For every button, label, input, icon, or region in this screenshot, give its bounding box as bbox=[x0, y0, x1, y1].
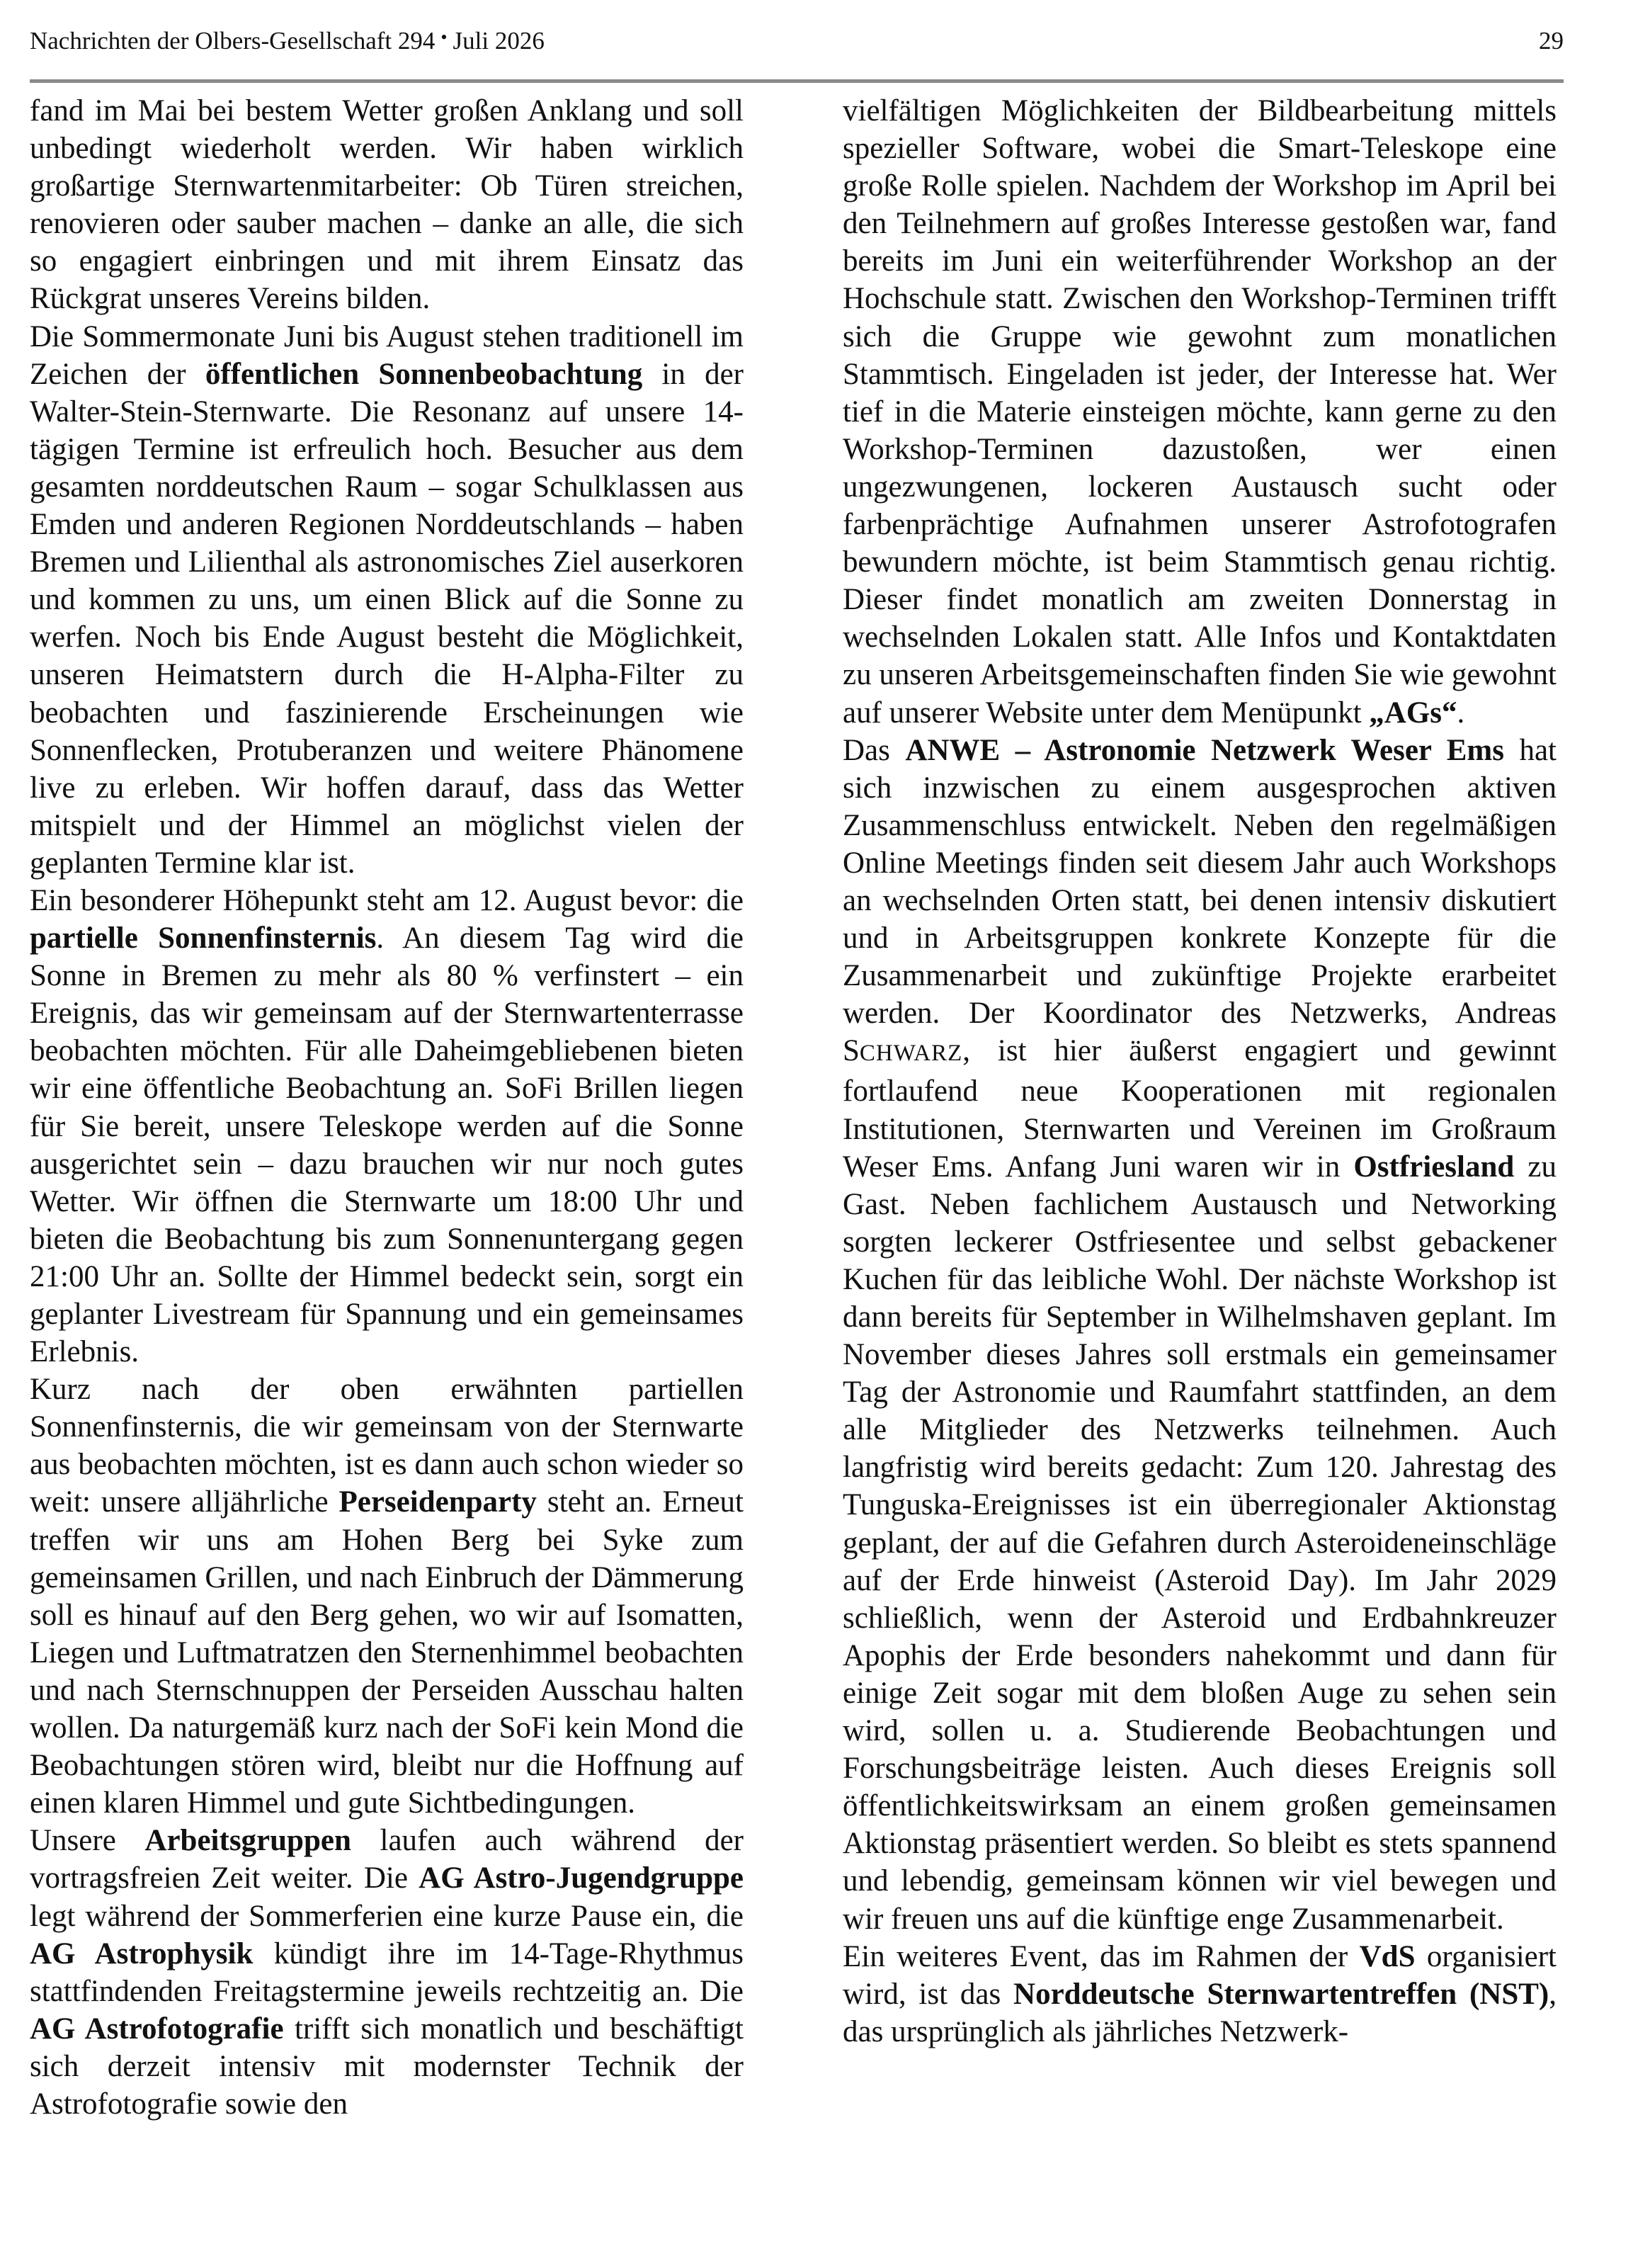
left-column bbox=[30, 92, 744, 2123]
bold-term: Perseidenparty bbox=[338, 1485, 537, 1519]
page-number: 29 bbox=[1539, 27, 1564, 55]
text: Die Sommermonate Juni bis August stehen traditionell im Zeichen der bbox=[30, 319, 744, 391]
text: hat sich inzwischen zu einem ausgesprochen aktiven Zusammenschluss entwickelt. Neben den regelmäßigen Online Meetings finden seit diesem Jahr auch Workshops an wechselnden Orten statt, bei denen intensiv diskutiert und in Arbeitsgruppen konkrete Konzepte für die Zusammenarbeit und zukünftige Projekte erarbeitet werden. Der Koordinator des Netzwerks, Andreas bbox=[843, 733, 1557, 1031]
text: laufen auch während der vortragsfreien Zeit weiter. Die bbox=[30, 1824, 744, 1895]
bold-term: ANWE – Astronomie Netzwerk Weser Ems bbox=[905, 733, 1504, 767]
issue-date: Juli 2026 bbox=[453, 27, 545, 55]
paragraph-nst bbox=[843, 1938, 1557, 2051]
text: Das bbox=[843, 733, 906, 767]
paragraph-anwe bbox=[843, 732, 1557, 1938]
paragraph-sonnenfinsternis bbox=[30, 882, 744, 1371]
journal-name: Nachrichten der Olbers-Gesellschaft 294 bbox=[30, 27, 436, 55]
text: zu Gast. Neben fachlichem Austausch und Networking sorgten leckerer Ostfriesentee und selbst gebackener Kuchen für das leibliche Wohl. Der nächste Workshop ist dann bereits für September in Wilhelmshaven geplant. Im November dieses Jahres soll erstmals ein gemeinsamer Tag der Astronomie und Raumfahrt stattfinden, an dem alle Mitglieder des Netzwerks teilnehmen. Auch langfristig wird bereits gedacht: Zum 120. Jahrestag des Tunguska-Ereignisses ist ein überregionaler Aktionstag geplant, der auf die Gefahren durch Asteroideneinschläge auf der Erde hinweist (Asteroid Day). Im Jahr 2029 schließlich, wenn der Asteroid und Erdbahnkreuzer Apophis der Erde besonders nahekommt und dann für einige Zeit sogar mit dem bloßen Auge zu sehen sein wird, sollen u. a. Studierende Beobachtungen und Forschungsbeiträge leisten. Auch dieses Ereignis soll öffentlichkeitswirksam an einem großen gemeinsamen Aktionstag präsentiert werden. So bleibt es stets spannend und lebendig, gemeinsam können wir viel bewegen und wir freuen uns auf die künftige enge Zusammenarbeit. bbox=[843, 1150, 1557, 1936]
text: vielfältigen Möglichkeiten der Bildbearbeitung mittels spezieller Software, wobei die Smart-Teleskope eine große Rolle spielen. Nachdem der Workshop im April bei den Teilnehmern auf großes Interesse gestoßen war, fand bereits im Juni ein weiterführender Workshop an der Hochschule statt. Zwischen den Workshop-Terminen trifft sich die Gruppe wie gewohnt zum monatlichen Stammtisch. Eingeladen ist jeder, der Interesse hat. Wer tief in die Materie einsteigen möchte, kann gerne zu den Workshop-Terminen dazustoßen, wer einen ungezwungenen, lockeren Austausch sucht oder farbenprächtige Aufnahmen unserer Astrofotografen bewundern möchte, ist beim Stammtisch genau richtig. Dieser findet monatlich am zweiten Donnerstag in wechselnden Lokalen statt. Alle Infos und Kontaktdaten zu unseren Arbeitsgemeinschaften finden Sie wie gewohnt auf unserer Website unter dem Menüpunkt bbox=[843, 94, 1557, 730]
running-header bbox=[30, 27, 1564, 64]
bold-term: öffentlichen Sonnenbeobachtung bbox=[205, 357, 643, 391]
paragraph-perseidenparty bbox=[30, 1371, 744, 1822]
text: Kurz nach der oben erwähnten partiellen Sonnenfinsternis, die wir gemeinsam von der Sternwarte aus beobachten möchten, ist es dann auch schon wieder so weit: unsere alljährliche bbox=[30, 1373, 744, 1519]
paragraph-arbeitsgruppen bbox=[30, 1822, 744, 2123]
paragraph-mai bbox=[30, 92, 744, 318]
bold-term: Ostfriesland bbox=[1353, 1150, 1515, 1184]
paragraph-bildbearbeitung bbox=[843, 92, 1557, 732]
bold-term: AG Astrophysik bbox=[30, 1937, 254, 1971]
person-name bbox=[843, 1034, 962, 1067]
right-column bbox=[843, 92, 1557, 2051]
text: S bbox=[843, 1034, 860, 1068]
header-rule bbox=[30, 79, 1564, 83]
text: . bbox=[1457, 696, 1465, 730]
journal-title bbox=[30, 27, 545, 55]
text: fand im Mai bei bestem Wetter großen Anklang und soll unbedingt wiederholt werden. Wir haben wirklich großartige Sternwartenmitarbeiter: Ob Türen streichen, renovieren oder sauber machen – danke an alle, die sich so engagiert einbringen und mit ihrem Einsatz das Rückgrat unseres Vereins bilden. bbox=[30, 94, 744, 316]
bold-term: AG Astro-Jugendgruppe bbox=[419, 1861, 744, 1895]
text: trifft sich monatlich und beschäftigt sich derzeit intensiv mit modernster Technik der Astrofotografie sowie den bbox=[30, 2012, 744, 2121]
bold-term: VdS bbox=[1359, 1939, 1416, 1973]
text: steht an. Erneut treffen wir uns am Hohen Berg bei Syke zum gemeinsamen Grillen, und nach Einbruch der Dämmerung soll es hinauf auf den Berg gehen, wo wir auf Isomatten, Liegen und Luftmatratzen den Sternenhimmel beobachten und nach Sternschnuppen der Perseiden Ausschau halten wollen. Da naturgemäß kurz nach der SoFi kein Mond die Beobachtungen stören wird, bleibt nur die Hoffnung auf einen klaren Himmel und gute Sichtbedingungen. bbox=[30, 1485, 744, 1820]
text: Unsere bbox=[30, 1824, 145, 1858]
text: , ist hier äußerst engagiert und gewinnt fortlaufend neue Kooperationen mit regionalen Institutionen, Sternwarten und Vereinen im Großraum Weser Ems. Anfang Juni waren wir in bbox=[843, 1034, 1557, 1184]
text: kündigt ihre im 14-Tage-Rhythmus stattfindenden Freitagstermine jeweils rechtzeitig an. Die bbox=[30, 1937, 744, 2008]
text: organisiert wird, ist das bbox=[843, 1939, 1557, 2011]
small-caps: CHWARZ bbox=[859, 1041, 963, 1067]
text: legt während der Sommerferien eine kurze Pause ein, die bbox=[30, 1899, 744, 1933]
text: . An diesem Tag wird die Sonne in Bremen zu mehr als 80 % verfinstert – ein Ereignis, das wir gemeinsam auf der Sternwartenterrasse beobachten möchten. Für alle Daheimgebliebenen bieten wir eine öffentliche Beobachtung an. SoFi Brillen liegen für Sie bereit, unsere Teleskope werden auf die Sonne ausgerichtet sein – dazu brauchen wir nur noch gutes Wetter. Wir öffnen die Sternwarte um 18:00 Uhr und bieten die Beobachtung bis zum Sonnenuntergang gegen 21:00 Uhr an. Sollte der Himmel bedeckt sein, sorgt ein geplanter Livestream für Spannung und ein gemeinsames Erlebnis. bbox=[30, 922, 744, 1369]
bold-term: „AGs“ bbox=[1369, 696, 1457, 730]
bullet-separator: • bbox=[440, 27, 448, 47]
bold-term: AG Astrofotografie bbox=[30, 2012, 284, 2046]
bold-term: Arbeitsgruppen bbox=[144, 1824, 351, 1858]
text: in der Walter-Stein-Sternwarte. Die Resonanz auf unsere 14-tägigen Termine ist erfreulich hoch. Besucher aus dem gesamten norddeutschen Raum – sogar Schulklassen aus Emden und anderen Regionen Norddeutschlands – haben Bremen und Lilienthal als astronomisches Ziel auserkoren und kommen zu uns, um einen Blick auf die Sonne zu werfen. Noch bis Ende August besteht die Möglichkeit, unseren Heimatstern durch die H-Alpha-Filter zu beobachten und faszinierende Erscheinungen wie Sonnenflecken, Protuberanzen und weitere Phänomene live zu erleben. Wir hoffen darauf, dass das Wetter mitspielt und der Himmel an möglichst vielen der geplanten Termine klar ist. bbox=[30, 357, 744, 880]
text: Ein weiteres Event, das im Rahmen der bbox=[843, 1939, 1360, 1973]
text: Ein besonderer Höhepunkt steht am 12. August bevor: die bbox=[30, 883, 744, 917]
bold-term: Norddeutsche Sternwartentreffen (NST) bbox=[1013, 1977, 1549, 2011]
bold-term: partielle Sonnenfinsternis bbox=[30, 922, 377, 956]
paragraph-sonnenbeobachtung bbox=[30, 318, 744, 882]
text: , das ursprünglich als jährliches Netzwerk- bbox=[843, 1977, 1557, 2048]
